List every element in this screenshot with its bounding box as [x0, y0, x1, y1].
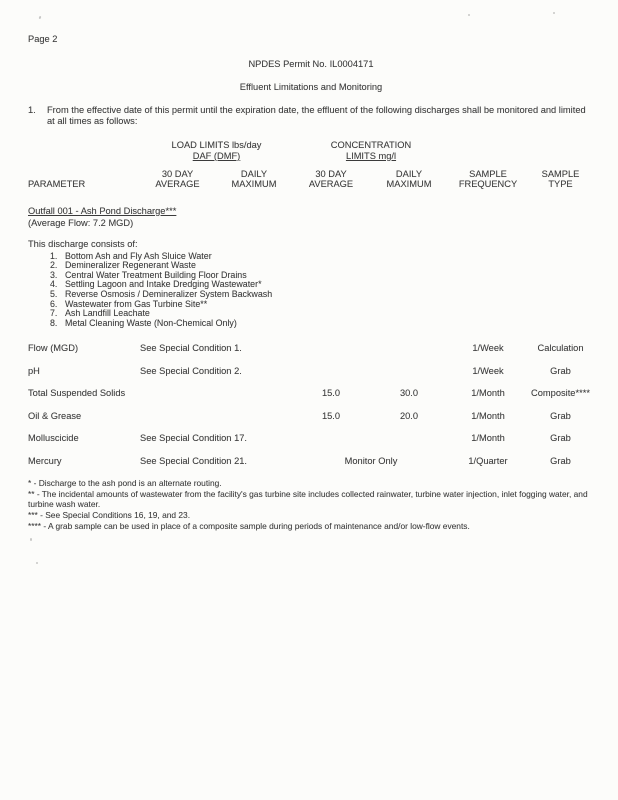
sample-frequency: 1/Quarter: [468, 455, 508, 466]
column-header-load-daily-maximum: DAILY MAXIMUM: [231, 168, 277, 190]
conc-note: [293, 433, 449, 444]
footnote: * - Discharge to the ash pond is an alternate routing.: [28, 478, 222, 489]
load-limit-note: See Special Condition 21.: [140, 455, 247, 466]
sample-frequency: 1/Month: [471, 410, 505, 421]
scan-artifact: [468, 14, 470, 16]
sample-frequency: 1/Week: [472, 365, 504, 376]
sample-frequency: 1/Month: [471, 388, 505, 399]
list-item: 2. Demineralizer Regenerant Waste: [50, 260, 196, 271]
scan-artifact: [39, 16, 42, 20]
intro-item-number: 1.: [28, 104, 36, 115]
parameter-name: Flow (MGD): [28, 343, 79, 354]
load-limits-group-header: [140, 140, 293, 162]
sample-type: Grab: [550, 410, 571, 421]
footnotes-section: [28, 478, 594, 531]
page-number: Page 2: [28, 34, 58, 44]
table-group-headers: [28, 140, 594, 162]
column-header-sample-type: SAMPLE TYPE: [541, 168, 580, 190]
discharge-consists-label: This discharge consists of:: [28, 238, 138, 249]
parameter-name: Molluscicide: [28, 433, 79, 444]
column-header-parameter: PARAMETER: [28, 179, 86, 190]
conc-daily-maximum: 30.0: [399, 388, 419, 399]
concentration-line1: CONCENTRATION: [330, 139, 412, 150]
footnote: **** - A grab sample can be used in place of a composite sample during periods of maintenance and/or low-flow events.: [28, 520, 470, 531]
table-row-total-suspended-solids: [28, 388, 594, 399]
table-column-headers: [28, 169, 594, 190]
permit-number-title: NPDES Permit No. IL0004171: [248, 58, 374, 69]
table-row-flow: [28, 343, 594, 354]
footnote: ** - The incidental amounts of wastewater from the facility's gas turbine site includes collected rainwater, turbine water injection, inlet fogging water, and turbine wash water.: [28, 489, 588, 510]
sample-type: Calculation: [537, 343, 584, 354]
conc-note: [293, 388, 449, 399]
list-item: 7. Ash Landfill Leachate: [50, 308, 150, 319]
scan-artifact: [30, 538, 32, 541]
scan-artifact: [36, 562, 38, 564]
list-item: 3. Central Water Treatment Building Floor Drains: [50, 269, 247, 280]
column-header-conc-daily-maximum: DAILY MAXIMUM: [386, 168, 432, 190]
list-item: 8. Metal Cleaning Waste (Non-Chemical Only): [50, 317, 237, 328]
column-header-sample-frequency: SAMPLE FREQUENCY: [458, 168, 518, 190]
load-limit-note: See Special Condition 17.: [140, 433, 247, 444]
parameter-name: Oil & Grease: [28, 410, 82, 421]
conc-note: [293, 411, 449, 422]
load-limits-line2: DAF (DMF): [192, 150, 241, 161]
sample-type: Grab: [550, 455, 571, 466]
sample-frequency: 1/Month: [471, 433, 505, 444]
concentration-line2: LIMITS mg/l: [345, 150, 397, 161]
column-header-load-30day-average: 30 DAY AVERAGE: [155, 168, 200, 190]
concentration-group-header: [293, 140, 449, 162]
load-limit-note: See Special Condition 2.: [140, 365, 242, 376]
outfall-average-flow: (Average Flow: 7.2 MGD): [28, 217, 134, 228]
document-title: Effluent Limitations and Monitoring: [239, 81, 383, 92]
column-header-conc-30day-average: 30 DAY AVERAGE: [308, 168, 354, 190]
table-row-oil-grease: [28, 411, 594, 422]
conc-30day-average: 15.0: [321, 410, 341, 421]
sample-type: Grab: [550, 365, 571, 376]
parameter-name: pH: [28, 365, 40, 376]
footnote: *** - See Special Conditions 16, 19, and 23.: [28, 510, 191, 521]
list-item: 4. Settling Lagoon and Intake Dredging Wastewater*: [50, 279, 262, 290]
list-item: 5. Reverse Osmosis / Demineralizer System Backwash: [50, 289, 273, 300]
outfall-heading: Outfall 001 - Ash Pond Discharge***: [28, 205, 177, 216]
conc-note: [293, 343, 449, 354]
conc-30day-average: 15.0: [321, 388, 341, 399]
load-limit-note: See Special Condition 1.: [140, 343, 242, 354]
load-limits-line1: LOAD LIMITS lbs/day: [171, 139, 262, 150]
table-row-ph: [28, 366, 594, 377]
list-item: 6. Wastewater from Gas Turbine Site**: [50, 298, 208, 309]
parameter-name: Mercury: [28, 455, 62, 466]
conc-daily-maximum: 20.0: [399, 410, 419, 421]
list-item: 1. Bottom Ash and Fly Ash Sluice Water: [50, 250, 212, 261]
table-row-mercury: [28, 456, 594, 467]
load-limit-note: [140, 411, 293, 422]
sample-type: Composite****: [531, 388, 590, 399]
sample-frequency: 1/Week: [472, 343, 504, 354]
table-row-molluscicide: [28, 433, 594, 444]
intro-paragraph: [28, 105, 588, 127]
conc-note: [293, 366, 449, 377]
sample-type: Grab: [550, 433, 571, 444]
scan-artifact: [553, 12, 555, 14]
conc-note: Monitor Only: [344, 455, 398, 466]
load-limit-note: [140, 388, 293, 399]
parameter-name: Total Suspended Solids: [28, 388, 126, 399]
discharge-components-list: [50, 252, 594, 329]
intro-text: From the effective date of this permit until the expiration date, the effluent of the following discharges shall be monitored and limited at all times as follows:: [47, 104, 586, 126]
